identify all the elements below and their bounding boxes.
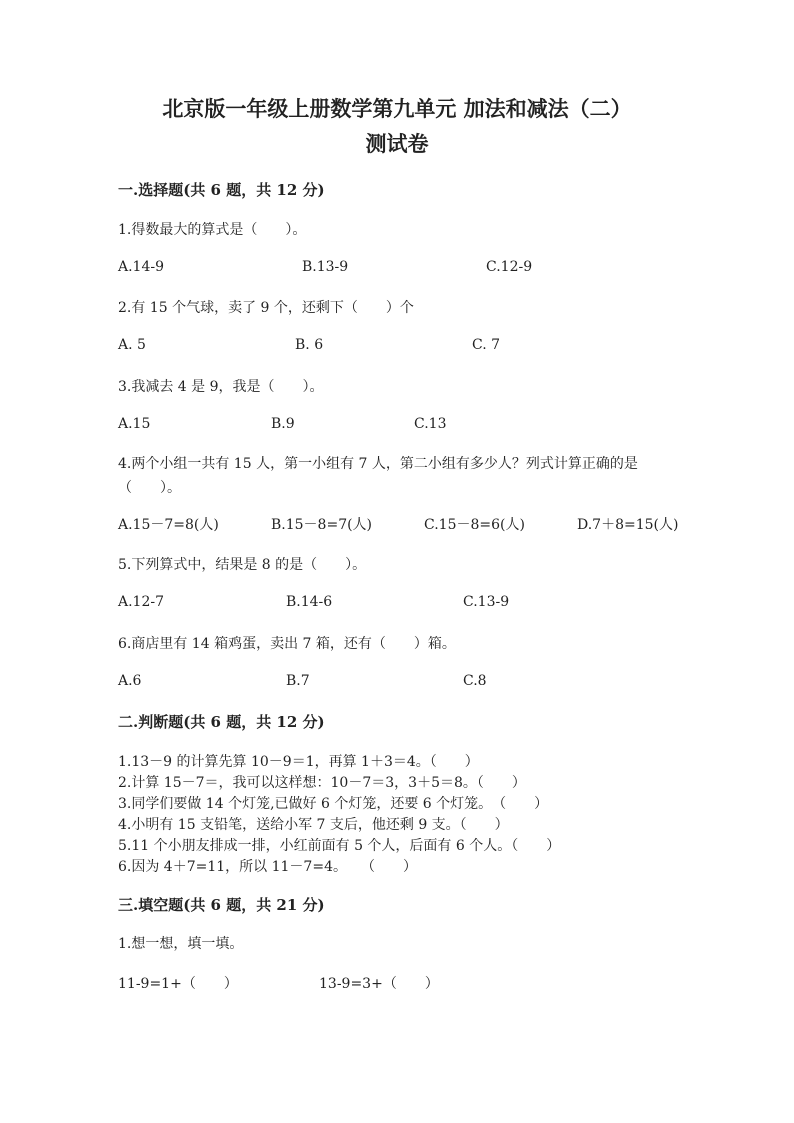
option-c[interactable]: C.8 xyxy=(463,673,487,689)
true-false-item: 3.同学们要做 14 个灯笼,已做好 6 个灯笼，还要 6 个灯笼。 （ ） xyxy=(118,796,549,812)
option-b[interactable]: B. 6 xyxy=(295,337,324,353)
true-false-item: 1.13－9 的计算先算 10－9＝1，再算 1＋3＝4。（ ） xyxy=(118,754,479,770)
option-b[interactable]: B.15－8=7(人) xyxy=(271,517,373,533)
true-false-item: 2.计算 15－7＝，我可以这样想：10－7＝3，3＋5＝8。（ ） xyxy=(118,775,526,791)
fill-blank-item[interactable]: 13-9=3+（ ） xyxy=(319,976,439,992)
option-c[interactable]: C.13-9 xyxy=(463,594,510,610)
option-b[interactable]: B.13-9 xyxy=(302,259,349,275)
option-d[interactable]: D.7＋8=15(人) xyxy=(577,517,679,533)
option-b[interactable]: B.14-6 xyxy=(286,594,333,610)
option-b[interactable]: B.9 xyxy=(271,416,295,432)
question-stem: 5.下列算式中，结果是 8 的是（ ）。 xyxy=(118,557,367,573)
section-title-fill-blank: 三.填空题(共 6 题，共 21 分) xyxy=(118,896,325,914)
section-title-choice: 一.选择题(共 6 题，共 12 分) xyxy=(118,181,325,199)
option-a[interactable]: A.14-9 xyxy=(118,259,165,275)
true-false-item: 6.因为 4＋7=11，所以 11－7=4。 （ ） xyxy=(118,859,417,875)
fill-blank-item[interactable]: 11-9=1+（ ） xyxy=(118,976,238,992)
question-stem: 2.有 15 个气球，卖了 9 个，还剩下（ ）个 xyxy=(118,300,414,316)
true-false-item: 5.11 个小朋友排成一排，小红前面有 5 个人，后面有 6 个人。（ ） xyxy=(118,838,561,854)
option-b[interactable]: B.7 xyxy=(286,673,310,689)
section-title-true-false: 二.判断题(共 6 题，共 12 分) xyxy=(118,713,325,731)
question-stem: 1.得数最大的算式是（ ）。 xyxy=(118,222,307,238)
true-false-item: 4.小明有 15 支铅笔，送给小军 7 支后，他还剩 9 支。（ ） xyxy=(118,817,509,833)
page-title-line1: 北京版一年级上册数学第九单元 加法和减法（二） xyxy=(162,96,632,121)
option-a[interactable]: A.15－7=8(人) xyxy=(118,517,219,533)
option-c[interactable]: C.15－8=6(人) xyxy=(424,517,525,533)
option-a[interactable]: A.6 xyxy=(118,673,142,689)
option-c[interactable]: C.12-9 xyxy=(486,259,533,275)
option-a[interactable]: A.15 xyxy=(118,416,151,432)
option-c[interactable]: C. 7 xyxy=(472,337,501,353)
page-title-line2: 测试卷 xyxy=(365,131,429,156)
option-c[interactable]: C.13 xyxy=(414,416,447,432)
option-a[interactable]: A. 5 xyxy=(118,337,146,353)
question-stem: 1.想一想，填一填。 xyxy=(118,936,244,952)
question-stem: 4.两个小组一共有 15 人，第一小组有 7 人，第二小组有多少人？列式计算正确的是（ ）。 xyxy=(118,456,638,496)
question-stem: 6.商店里有 14 箱鸡蛋，卖出 7 箱，还有（ ）箱。 xyxy=(118,636,456,652)
question-stem: 3.我减去 4 是 9，我是（ ）。 xyxy=(118,379,324,395)
option-a[interactable]: A.12-7 xyxy=(118,594,165,610)
